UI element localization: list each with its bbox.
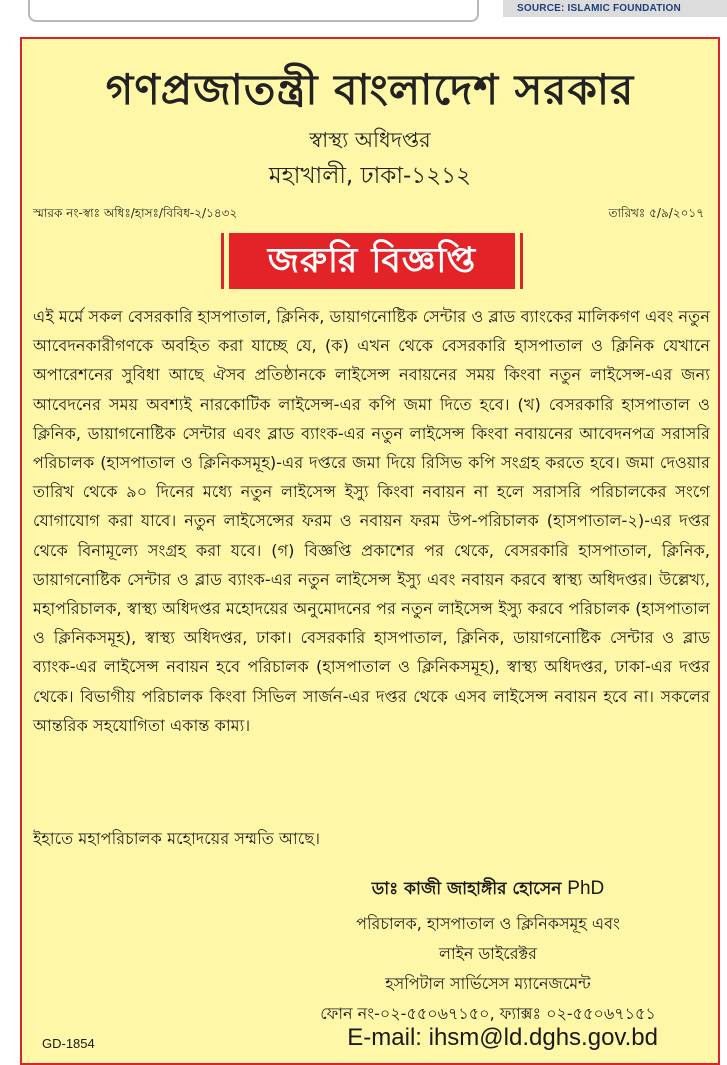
- signatory-name: [278, 876, 698, 904]
- signatory-title-2: লাইন ডাইরেক্টর: [439, 944, 537, 963]
- office-address: মহাখালী, ঢাকা-১২১২: [268, 163, 472, 189]
- signatory-name-text: ডাঃ কাজী জাহাঙ্গীর হোসেন: [371, 879, 562, 899]
- notice-date: তারিখঃ ৫/৯/২০১৭: [608, 206, 704, 220]
- gd-number: GD-1854: [42, 1036, 95, 1051]
- department-name: স্বাস্থ্য অধিদপ্তর: [309, 128, 431, 152]
- urgent-banner-title: জরুরি বিজ্ঞপ্তি: [229, 233, 515, 289]
- phone-fax: ফোন নং-০২-৫৫০৬৭১৫০, ফ্যাক্সঃ ০২-৫৫০৬৭১৫১: [320, 1004, 656, 1023]
- signatory-title-1: পরিচালক, হাসপাতাল ও ক্লিনিকসমূহ এবং: [356, 914, 620, 933]
- urgent-banner: [221, 233, 523, 289]
- banner-right-bar: [520, 233, 523, 289]
- banner-left-bar: [221, 233, 224, 289]
- approval-note: ইহাতে মহাপরিচালক মহোদয়ের সম্মতি আছে।: [33, 829, 320, 848]
- notice-body-text: এই মর্মে সকল বেসরকারি হাসপাতাল, ক্লিনিক, ডায়াগনোষ্টিক সেন্টার ও ব্লাড ব্যাংকের মালিকগণ এবং নতুন আবেদনকারীগণকে অবহিত করা যাচ্ছে যে, (ক) এখন থেকে বেসরকারি হাসপাতাল ও ক্লিনিক যেখানে অপারেশনের সুবিধা আছে ঐসব প্রতিষ্ঠানকে লাইসেন্স নবায়নের সময় কিংবা নতুন লাইসেন্স-এর জন্য আবেদনের সময় অবশ্যই নারকোটিক লাইসেন্স-এর কপি জমা দিতে হবে। (খ) বেসরকারি হাসপাতাল ও ক্লিনিক, ডায়াগনোষ্টিক সেন্টার এবং ব্লাড ব্যাংক-এর নতুন লাইসেন্স কিংবা নবায়নের আবেদনপত্র সরাসরি পরিচালক (হাসপাতাল ও ক্লিনিকসমূহ)-এর দপ্তরে জমা দিয়ে রিসিভ কপি সংগ্রহ করতে হবে। জমা দেওয়ার তারিখ থেকে ৯০ দিনের মধ্যে নতুন লাইসেন্স ইস্যু কিংবা নবায়ন না হলে সরাসরি পরিচালকের সংগে যোগাযোগ করা যাবে। নতুন লাইসেন্সের ফরম ও নবায়ন ফরম উপ-পরিচালক (হাসপাতাল-২)-এর দপ্তর থেকে বিনামূল্যে সংগ্রহ করা যবে। (গ) বিজ্ঞপ্তি প্রকাশের পর থেকে, বেসরকারি হাসপাতাল, ক্লিনিক, ডায়াগনোষ্টিক সেন্টার ও ব্লাড ব্যাংক-এর নতুন লাইসেন্স ইস্যু এবং নবায়ন করবে স্বাস্থ্য অধিদপ্তর। উল্লেখ্য, মহাপরিচালক, স্বাস্থ্য অধিদপ্তর মহোদয়ের অনুমোদনের পর নতুন লাইসেন্স ইস্যু করবে পরিচালক (হাসপাতাল ও ক্লিনিকসমূহ), স্বাস্থ্য অধিদপ্তর, ঢাকা। বেসরকারি হাসপাতাল, ক্লিনিক, ডায়াগনোষ্টিক সেন্টার ও ব্লাড ব্যাংক-এর লাইসেন্স নবায়ন হবে পরিচালক (হাসপাতাল ও ক্লিনিকসমূহ), স্বাস্থ্য অধিদপ্তর, ঢাকা-এর দপ্তর থেকে। বিভাগীয় পরিচালক কিংবা সিভিল সার্জন-এর দপ্তর থেকে এসব লাইসেন্স নবায়ন হবে না। সকলের আন্তরিক সহযোগিতা একান্ত কাম্য।: [33, 307, 710, 735]
- notice-frame: [20, 37, 720, 1065]
- source-credit: [503, 0, 727, 17]
- memo-number: স্মারক নং-স্বাঃ অধিঃ/হাসঃ/বিবিধ-২/১৪৩২: [33, 206, 238, 220]
- source-label: SOURCE:: [517, 3, 568, 14]
- notice-body: [33, 302, 710, 740]
- top-strip: [0, 0, 727, 24]
- government-title: গণপ্রজাতন্ত্রী বাংলাদেশ সরকার: [105, 65, 635, 114]
- signatory-degree: PhD: [567, 878, 605, 899]
- source-value: ISLAMIC FOUNDATION: [567, 3, 681, 14]
- contact-email: E-mail: ihsm@ld.dghs.gov.bd: [347, 1024, 658, 1051]
- previous-item-box: [28, 0, 479, 22]
- signatory-title-3: হসপিটাল সার্ভিসেস ম্যানেজমেন্ট: [385, 974, 591, 993]
